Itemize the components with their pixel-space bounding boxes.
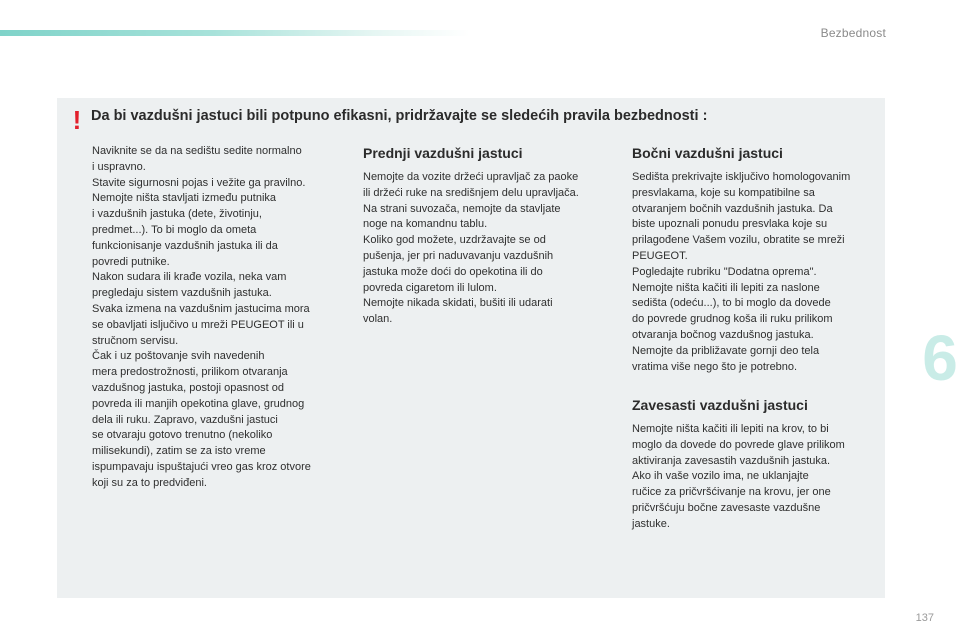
section-title: Bezbednost [820,26,886,40]
safety-rules-panel [57,98,885,598]
curtain-airbags-heading: Zavesasti vazdušni jastuci [632,397,808,413]
curtain-airbags-text: Nemojte ništa kačiti ili lepiti na krov, to bi moglo da dovede do povrede glave prilikom aktiviranja zavesastih vazdušnih jastuka. Ako ih vaše vozilo ima, ne uklanjajte ručice za pričvršćivanje na krovu, jer one pričvršćuju bočne zavesaste vazdušne jastuke. [632,423,845,530]
panel-heading: Da bi vazdušni jastuci bili potpuno efikasni, pridržavajte se sledećih pravila bezbednosti : [91,108,708,124]
front-airbags-text: Nemojte da vozite držeći upravljač za paoke ili držeći ruke na središnjem delu upravljača. Na strani suvozača, nemojte da stavljate noge na komandnu tablu. Koliko god možete, uzdržavajte se od pušenja, jer pri naduvavanju vazdušnih jastuka može doći do opekotina ili do povreda cigaretom ili lulom. Nemojte nikada skidati, bušiti ili udarati volan. [363,171,579,326]
page-number: 137 [915,612,934,624]
side-airbags-column [632,144,882,375]
front-airbags-column [363,144,603,328]
warning-icon: ! [72,105,82,135]
curtain-airbags-column [632,396,882,533]
general-rules-text: Naviknite se da na sedištu sedite normalno i uspravno. Stavite sigurnosni pojas i vežite ga pravilno. Nemojte ništa stavljati između putnika i vazdušnih jastuka (dete, životinju, predmet...). To bi moglo da ometa funkcionisanje vazdušnih jastuka ili da povredi putnike. Nakon sudara ili krađe vozila, neka vam pregledaju sistem vazdušnih jastuka. Svaka izmena na vazdušnim jastucima mora se obavljati isljučivo u mreži PEUGEOT ili u stručnom servisu. Čak i uz poštovanje svih navedenih mera predostrožnosti, prilikom otvaranja vazdušnog jastuka, postoji opasnost od povreda ili manjih opekotina glave, grudnog dela ili ruku. Zapravo, vazdušni jastuci se otvaraju gotovo trenutno (nekoliko milisekundi), zatim se za isto vreme ispumpavaju ispuštajući vreo gas kroz otvore koji su za to predviđeni. [92,145,311,489]
header-accent-bar [0,30,470,36]
side-airbags-text: Sedišta prekrivajte isključivo homologovanim presvlakama, koje su kompatibilne sa otvaranjem bočnih vazdušnih jastuka. Da biste upoznali ponudu presvlaka koje su prilagođene Vašem vozilu, obratite se mreži PEUGEOT. Pogledajte rubriku "Dodatna oprema". Nemojte ništa kačiti ili lepiti za naslone sedišta (odeću...), to bi moglo da dovede do povrede grudnog koša ili ruku prilikom otvaranja bočnog vazdušnog jastuka. Nemojte da približavate gornji deo tela vratima više nego što je potrebno. [632,171,851,373]
chapter-tab [920,316,960,400]
front-airbags-heading: Prednji vazdušni jastuci [363,145,523,161]
chapter-number: 6 [922,322,958,394]
general-rules-column [92,144,342,492]
side-airbags-heading: Bočni vazdušni jastuci [632,145,783,161]
